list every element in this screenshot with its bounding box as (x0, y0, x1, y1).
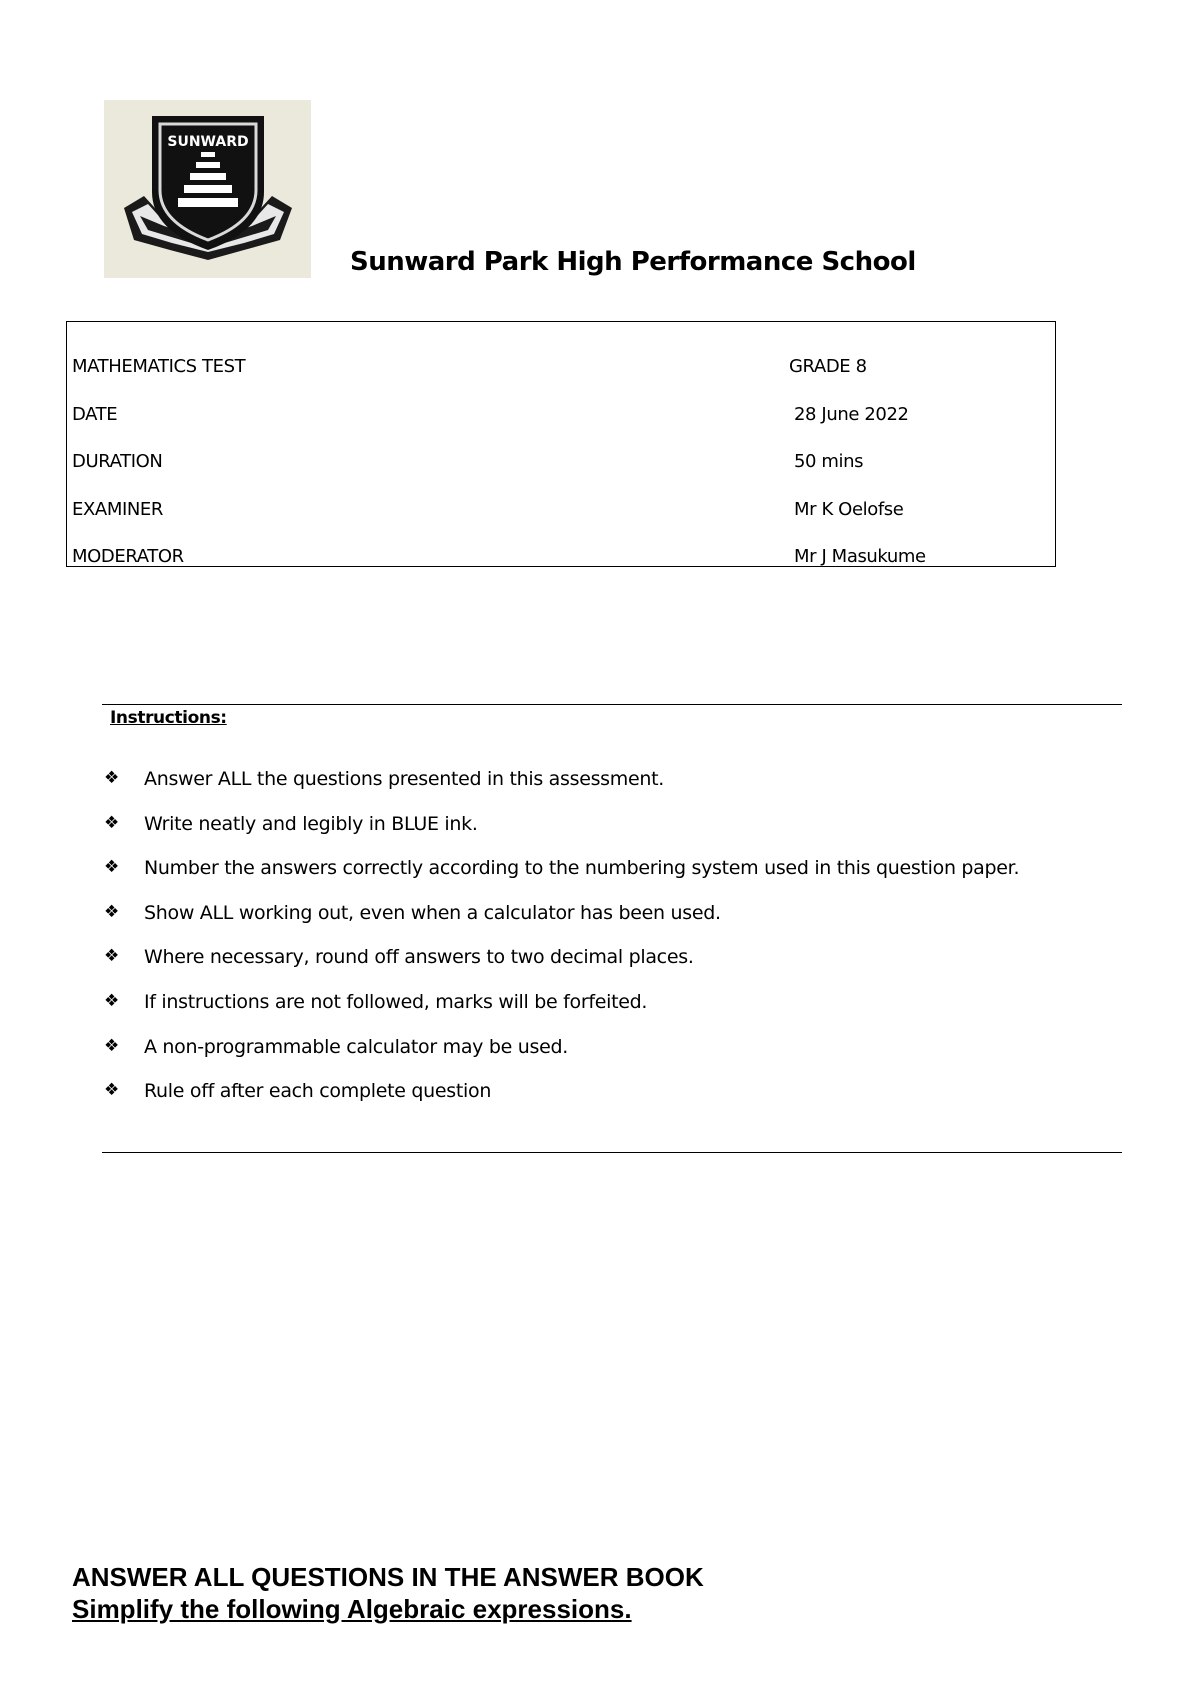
instructions-title: Instructions: (110, 708, 227, 728)
info-label: MATHEMATICS TEST (72, 356, 246, 377)
school-name: Sunward Park High Performance School (350, 247, 916, 277)
list-item: ❖ Write neatly and legibly in BLUE ink. (104, 812, 478, 835)
list-item: ❖ Show ALL working out, even when a calculator has been used. (104, 901, 721, 924)
list-item: ❖ If instructions are not followed, marks will be forfeited. (104, 990, 648, 1013)
info-label: DATE (72, 404, 118, 425)
diamond-bullet-icon: ❖ (104, 1035, 119, 1056)
school-logo (104, 100, 311, 278)
list-item: ❖ A non-programmable calculator may be used. (104, 1035, 568, 1058)
info-row-duration (72, 451, 1047, 477)
info-value: GRADE 8 (789, 356, 867, 377)
list-item: ❖ Number the answers correctly according to the numbering system used in this question paper. (104, 857, 1020, 880)
instructions-list (104, 768, 1019, 1125)
test-info-table (66, 321, 1056, 567)
diamond-bullet-icon: ❖ (104, 1080, 119, 1101)
section-heading: Simplify the following Algebraic expressions. (72, 1594, 632, 1624)
diamond-bullet-icon: ❖ (104, 768, 119, 788)
info-row-examiner (72, 499, 1047, 525)
info-value: 28 June 2022 (794, 404, 909, 425)
info-value: Mr K Oelofse (794, 499, 904, 520)
info-value: 50 mins (794, 451, 864, 472)
divider-top (102, 704, 1122, 705)
svg-text:SUNWARD: SUNWARD (167, 134, 249, 150)
info-label: MODERATOR (72, 546, 184, 567)
divider-bottom (102, 1152, 1122, 1153)
info-row-date (72, 404, 1047, 430)
diamond-bullet-icon: ❖ (104, 857, 119, 878)
info-label: DURATION (72, 451, 163, 472)
list-item: ❖ Rule off after each complete question (104, 1080, 492, 1103)
diamond-bullet-icon: ❖ (104, 812, 119, 833)
answer-instruction: ANSWER ALL QUESTIONS IN THE ANSWER BOOK (72, 1562, 704, 1592)
list-item: ❖ Where necessary, round off answers to two decimal places. (104, 946, 694, 969)
info-label: EXAMINER (72, 499, 164, 520)
list-item: ❖ Answer ALL the questions presented in this assessment. (104, 768, 665, 790)
info-row-moderator (72, 546, 1047, 572)
diamond-bullet-icon: ❖ (104, 990, 119, 1011)
diamond-bullet-icon: ❖ (104, 901, 119, 922)
diamond-bullet-icon: ❖ (104, 946, 119, 967)
info-value: Mr J Masukume (794, 546, 926, 567)
info-row-subject (72, 356, 1047, 382)
school-crest-icon (104, 100, 311, 278)
